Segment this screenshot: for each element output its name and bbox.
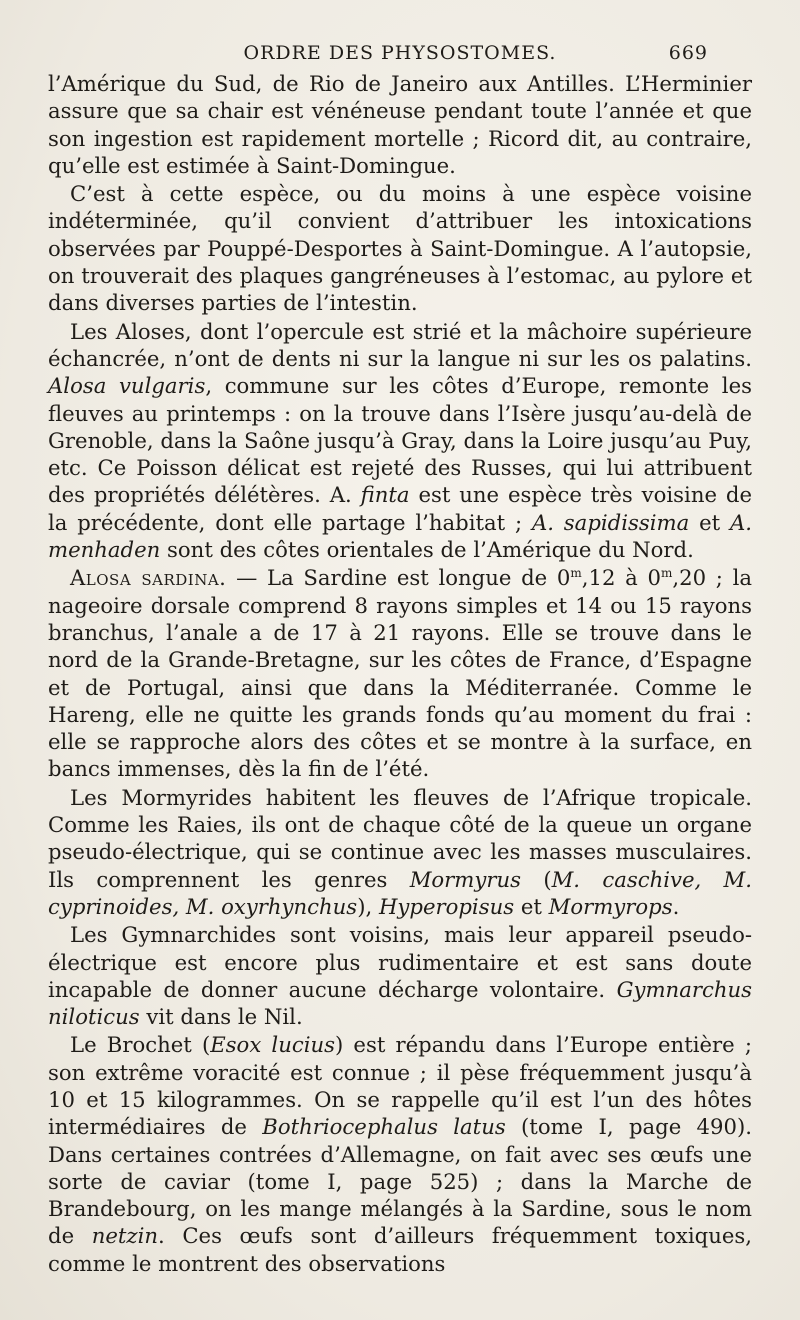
page-number: 669	[668, 42, 708, 64]
italic-text: Esox lucius	[210, 1032, 336, 1058]
running-title: ORDRE DES PHYSOSTOMES.	[243, 42, 557, 64]
superscript: m	[570, 566, 582, 581]
paragraph	[48, 564, 752, 782]
text-run: ),	[357, 893, 379, 919]
text-run: ,20 ; la nageoire dorsale comprend 8 rayons simples et 14 ou 15 rayons branchus, l’anale a de 17 à 21 rayons. Elle se trouve dans le nord de la Grande-Bretagne, sur les côtes de France, d’Espagne et de Portugal, ainsi que dans la Méditerranée. Comme le Hareng, elle ne quitte les grands fonds qu’au moment du frai : elle se rapproche alors des côtes et se montre à la surface, en bancs immenses, dès la fin de l’été.	[48, 565, 753, 782]
italic-text: Mormyrus	[409, 866, 521, 892]
small-caps-heading: Alosa sardina.	[70, 565, 227, 591]
text-run: et	[689, 509, 730, 535]
text-run: ,12 à 0	[581, 565, 661, 591]
text-run: C’est à cette espèce, ou du moins à une espèce voisine indéterminée, qu’il convient d’attribuer les intoxications observées par Pouppé-Desportes à Saint-Domingue. A l’autopsie, on trouverait des plaques gangréneuses à l’estomac, au pylore et dans diverses parties de l’intestin.	[48, 181, 752, 316]
text-run: Le Brochet (	[70, 1032, 211, 1058]
text-run: , commune sur les côtes d’Europe, remonte les fleuves au printemps : on la trouve dans l’Isère jusqu’au-delà de Grenoble, dans la Saône jusqu’à Gray, dans la Loire jusqu’au Puy, etc. Ce Poisson délicat est rejeté des Russes, qui lui attribuent des propriétés délétères. A.	[48, 373, 752, 508]
paragraph	[48, 921, 752, 1030]
paragraph	[48, 318, 752, 564]
text-run: Les Gymnarchides sont voisins, mais leur appareil pseudo-électrique est encore plus rudimentaire et est sans doute incapable de donner aucune décharge volontaire.	[48, 922, 752, 1002]
text-run: l’Amérique du Sud, de Rio de Janeiro aux Antilles. L’Herminier assure que sa chair est vénéneuse pendant toute l’année et que son ingestion est rapidement mortelle ; Ricord dit, au contraire, qu’elle est estimée à Saint-Domingue.	[48, 71, 752, 178]
text-run: et	[514, 893, 549, 919]
text-run: (tome I, page 490). Dans certaines contrées d’Allemagne, on fait avec ses œufs une sorte de caviar (tome I, page 525) ; dans la Marche de Brandebourg, on les mange mélangés à la Sardine, sous le nom de	[48, 1114, 752, 1249]
italic-text: A. menhaden	[48, 509, 752, 563]
running-header	[48, 36, 752, 70]
paragraph	[48, 70, 752, 179]
paragraph	[48, 180, 752, 316]
text-run: — La Sardine est longue de 0	[226, 565, 571, 591]
italic-text: netzin	[91, 1223, 158, 1249]
paragraph	[48, 784, 752, 920]
text-run: est une espèce très voisine de la précédente, dont elle partage l’habitat ;	[48, 482, 752, 535]
text-run: ) est répandu dans l’Europe entière ; son extrême voracité est connue ; il pèse fréquemment jusqu’à 10 et 15 kilogrammes. On se rappelle qu’il est l’un des hôtes intermédiaires de	[48, 1032, 752, 1140]
italic-text: Bothriocephalus latus	[262, 1114, 506, 1140]
text-run: . Ces œufs sont d’ailleurs fréquemment toxiques, comme le montrent des observations	[48, 1223, 752, 1276]
italic-text: finta	[360, 482, 410, 508]
text-run: Les Mormyrides habitent les fleuves de l’Afrique tropicale. Comme les Raies, ils ont de chaque côté de la queue un organe pseudo-électrique, qui se continue avec les masses musculaires. Ils comprennent les genres	[48, 784, 752, 892]
italic-text: Gymnarchus niloticus	[48, 976, 752, 1030]
italic-text: Hyperopisus	[378, 893, 515, 919]
text-run: Les Aloses, dont l’opercule est strié et la mâchoire supérieure échancrée, n’ont de dents ni sur la langue ni sur les os palatins.	[48, 318, 752, 371]
body-text	[48, 70, 752, 1277]
text-run: .	[672, 893, 680, 919]
italic-text: M. caschive, M. cyprinoides, M. oxyrhynchus	[48, 866, 752, 919]
superscript: m	[661, 566, 673, 581]
text-run: vit dans le Nil.	[139, 1004, 303, 1030]
italic-text: Alosa vulgaris	[48, 373, 206, 399]
italic-text: Mormyrops	[548, 893, 673, 919]
italic-text: A. sapidissima	[531, 509, 690, 535]
text-run: (	[521, 866, 552, 892]
text-run: sont des côtes orientales de l’Amérique du Nord.	[160, 537, 694, 563]
paragraph	[48, 1031, 752, 1277]
